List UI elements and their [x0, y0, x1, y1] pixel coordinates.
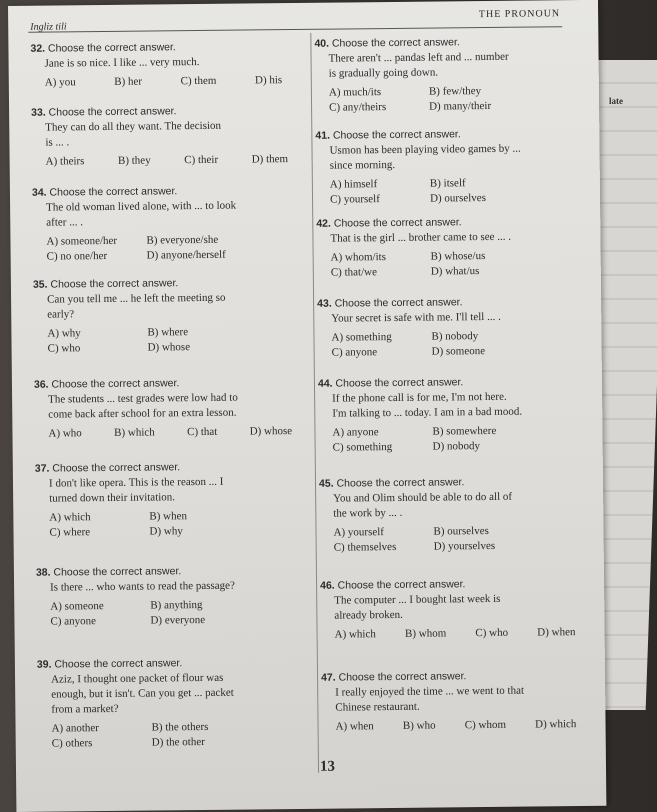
option-a: A) someone [50, 600, 104, 613]
notebook-text: late [609, 96, 623, 106]
section-header: THE PRONOUN [478, 8, 561, 21]
option-b: B) nobody [431, 330, 479, 343]
option-d: D) whose [249, 425, 293, 438]
option-a: A) whom/its [330, 251, 387, 264]
option-d: D) nobody [432, 440, 481, 453]
question-38 [36, 563, 313, 630]
question-number: 37. [34, 462, 50, 475]
question-body: Can you tell me ... he left the meeting so early? [47, 291, 226, 321]
option-d: D) whose [147, 341, 191, 354]
question-number: 39. [36, 658, 52, 671]
option-c: C) that [187, 425, 218, 439]
question-37 [35, 459, 312, 541]
option-c: C) others [51, 737, 93, 750]
question-body: Is there ... who wants to read the passage? [50, 579, 235, 594]
question-33 [31, 103, 308, 170]
option-d: D) which [535, 718, 577, 731]
question-prompt: Choose the correct answer. [331, 36, 460, 50]
question-number: 33. [31, 106, 46, 119]
question-number: 40. [314, 37, 330, 50]
option-a: A) who [48, 427, 82, 440]
option-c: C) where [49, 526, 91, 539]
question-prompt: Choose the correct answer. [338, 670, 467, 684]
question-prompt: Choose the correct answer. [52, 461, 181, 475]
question-body: That is the girl ... brother came to see ... . [330, 230, 512, 245]
option-d: D) them [251, 153, 289, 166]
question-body: I don't like opera. This is the reason ... I turned down their invitation. [48, 475, 224, 505]
option-a: A) you [44, 76, 76, 89]
question-body: Jane is so nice. I like ... very much. [44, 55, 200, 70]
option-b: B) her [114, 75, 143, 88]
option-c: C) them [180, 74, 217, 88]
option-a: A) why [47, 327, 81, 340]
question-body: Aziz, I thought one packet of flour was enough, but it isn't. Can you get ... packet from a market? [50, 671, 234, 716]
question-body: There aren't ... pandas left and ... number is gradually going down. [328, 50, 509, 80]
question-39 [37, 655, 314, 752]
question-prompt: Choose the correct answer. [48, 105, 177, 119]
question-46 [320, 576, 591, 643]
question-47 [321, 668, 592, 735]
question-prompt: Choose the correct answer. [334, 296, 463, 310]
question-body: If the phone call is for me, I'm not here. I'm talking to ... today. I am in a bad mood. [332, 390, 523, 420]
question-body: The students ... test grades were low had to come back after school for an extra lesson. [48, 391, 238, 421]
option-a: A) which [334, 628, 376, 641]
option-c: C) any/theirs [329, 101, 387, 114]
question-body: You and Olim should be able to do all of the work by ... . [333, 490, 513, 520]
question-body: Your secret is safe with me. I'll tell ... . [331, 310, 501, 325]
page-number: 13 [319, 758, 336, 775]
option-d: D) when [537, 626, 576, 639]
question-prompt: Choose the correct answer. [335, 376, 464, 390]
question-40 [314, 34, 585, 116]
header-rule [28, 26, 562, 33]
question-prompt: Choose the correct answer. [47, 41, 176, 55]
option-d: D) someone [431, 345, 486, 358]
question-prompt: Choose the correct answer. [337, 578, 466, 592]
option-a: A) himself [329, 178, 378, 191]
option-b: B) when [149, 510, 187, 523]
option-c: C) whom [464, 718, 507, 732]
book-page [8, 0, 606, 812]
option-b: B) ourselves [433, 524, 489, 538]
question-number: 34. [31, 186, 47, 199]
question-number: 44. [317, 377, 333, 390]
question-body: The computer ... I bought last week is already broken. [334, 592, 501, 622]
option-b: B) itself [429, 177, 466, 190]
option-d: D) what/us [430, 265, 480, 278]
option-c: C) who [47, 342, 81, 355]
question-number: 42. [316, 217, 331, 230]
option-a: A) something [331, 331, 392, 344]
option-c: C) something [332, 441, 393, 454]
question-prompt: Choose the correct answer. [49, 185, 178, 199]
question-number: 43. [317, 297, 332, 310]
option-b: B) where [147, 326, 189, 339]
option-d: D) his [254, 74, 283, 87]
option-b: B) which [114, 426, 155, 439]
option-c: C) no one/her [46, 249, 108, 263]
question-number: 36. [33, 378, 49, 391]
option-c: C) their [184, 153, 219, 167]
option-a: A) theirs [45, 155, 85, 168]
question-body: I really enjoyed the time ... we went to that Chinese restaurant. [335, 684, 525, 714]
option-c: C) who [475, 626, 509, 640]
question-42 [316, 214, 587, 281]
question-36 [34, 375, 311, 442]
question-body: Usmon has been playing video games by ... since morning. [329, 142, 521, 172]
option-b: B) whom [404, 627, 447, 640]
option-c: C) that/we [330, 266, 378, 279]
option-a: A) which [49, 511, 91, 524]
subject-header: Ingliz tili [30, 21, 67, 33]
question-prompt: Choose the correct answer. [50, 277, 179, 291]
option-b: B) the others [151, 720, 209, 734]
question-prompt: Choose the correct answer. [332, 128, 461, 142]
question-number: 38. [35, 566, 51, 579]
question-number: 32. [30, 42, 46, 55]
option-b: B) whose/us [430, 250, 486, 263]
question-prompt: Choose the correct answer. [54, 657, 183, 671]
option-c: C) yourself [329, 193, 380, 206]
option-d: D) why [149, 525, 183, 538]
question-number: 47. [320, 671, 336, 684]
option-a: A) another [51, 722, 99, 735]
question-number: 45. [318, 477, 334, 490]
question-body: The old woman lived alone, with ... to look after ... . [46, 199, 237, 229]
question-prompt: Choose the correct answer. [51, 377, 180, 391]
question-32 [30, 39, 306, 91]
option-a: A) anyone [332, 426, 379, 439]
question-number: 35. [32, 278, 48, 291]
question-prompt: Choose the correct answer. [336, 476, 465, 490]
question-41 [315, 126, 586, 208]
option-d: D) many/their [429, 99, 492, 113]
option-a: A) yourself [333, 526, 384, 539]
question-body: They can do all they want. The decision is ... . [45, 119, 222, 149]
question-34 [32, 183, 309, 265]
question-prompt: Choose the correct answer. [53, 565, 182, 579]
option-b: B) somewhere [432, 424, 497, 438]
question-35 [33, 275, 310, 357]
option-b: B) anything [150, 598, 203, 612]
option-c: C) anyone [331, 346, 378, 359]
option-d: D) the other [151, 735, 205, 749]
option-c: C) themselves [333, 540, 397, 554]
question-prompt: Choose the correct answer. [333, 216, 462, 230]
option-d: D) anyone/herself [146, 248, 226, 262]
option-d: D) yourselves [433, 539, 496, 553]
option-d: D) everyone [150, 613, 206, 627]
option-a: A) someone/her [46, 234, 118, 248]
question-45 [319, 474, 590, 556]
option-b: B) everyone/she [146, 233, 219, 247]
option-b: B) who [402, 719, 436, 732]
option-d: D) ourselves [429, 192, 487, 205]
question-44 [318, 374, 589, 456]
option-a: A) much/its [328, 86, 382, 99]
option-c: C) anyone [50, 615, 97, 628]
question-number: 41. [315, 129, 331, 142]
question-43 [317, 294, 588, 361]
option-b: B) they [117, 154, 151, 167]
option-b: B) few/they [428, 85, 482, 98]
question-number: 46. [320, 579, 335, 592]
option-a: A) when [335, 720, 374, 733]
